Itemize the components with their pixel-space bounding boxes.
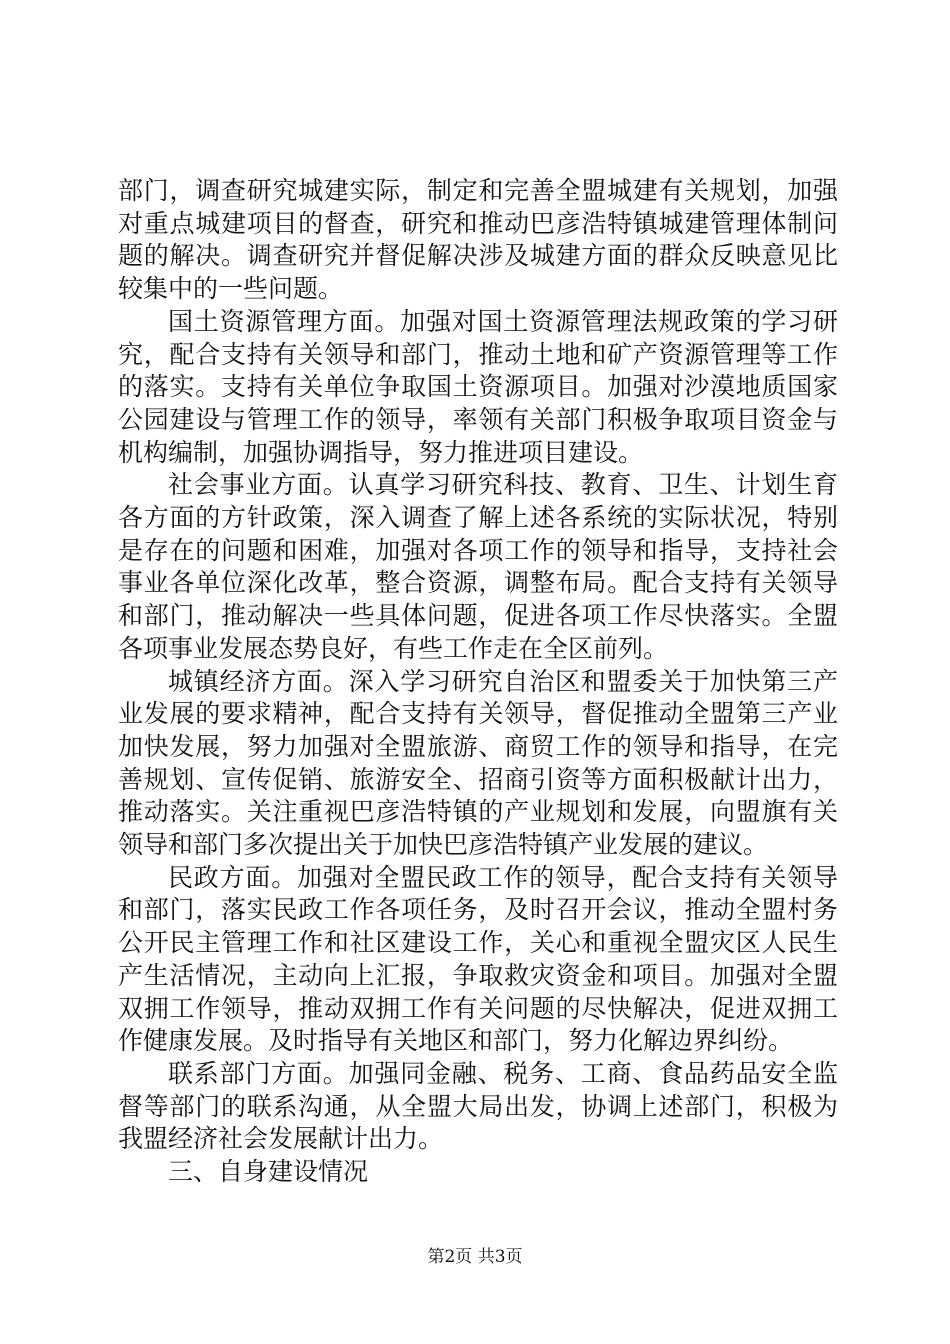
section-heading-self-building: 三、自身建设情况 (168, 1157, 369, 1187)
paragraph-civil-affairs: 民政方面。加强对全盟民政工作的领导，配合支持有关领导和部门，落实民政工作各项任务，及时召开会议，推动全盟村务公开民主管理工作和社区建设工作，关心和重视全盟灾区人民生产生活情况，主动向上汇报，争取救灾资金和项目。加强对全盟双拥工作领导，推动双拥工作有关问题的尽快解决，促进双拥工作健康发展。及时指导有关地区和部门，努力化解边界纠纷。 (118, 862, 838, 1056)
paragraph-continuation: 部门，调查研究城建实际，制定和完善全盟城建有关规划，加强对重点城建项目的督查，研究和推动巴彦浩特镇城建管理体制问题的解决。调查研究并督促解决涉及城建方面的群众反映意见比较集中的一些问题。 (118, 176, 838, 304)
paragraph-town-economy: 城镇经济方面。深入学习研究自治区和盟委关于加快第三产业发展的要求精神，配合支持有关领导，督促推动全盟第三产业加快发展，努力加强对全盟旅游、商贸工作的领导和指导，在完善规划、宣传促销、旅游安全、招商引资等方面积极献计出力，推动落实。关注重视巴彦浩特镇的产业规划和发展，向盟旗有关领导和部门多次提出关于加快巴彦浩特镇产业发展的建议。 (118, 666, 838, 860)
document-body (118, 175, 838, 1189)
page-footer: 第2页 共3页 (427, 1247, 523, 1267)
paragraph-social-affairs: 社会事业方面。认真学习研究科技、教育、卫生、计划生育各方面的方针政策，深入调查了解上述各系统的实际状况，特别是存在的问题和困难，加强对各项工作的领导和指导，支持社会事业各单位深化改革，整合资源，调整布局。配合支持有关领导和部门，推动解决一些具体问题，促进各项工作尽快落实。全盟各项事业发展态势良好，有些工作走在全区前列。 (118, 470, 838, 663)
paragraph-land-resources: 国土资源管理方面。加强对国土资源管理法规政策的学习研究，配合支持有关领导和部门，推动土地和矿产资源管理等工作的落实。支持有关单位争取国土资源项目。加强对沙漠地质国家公园建设与管理工作的领导，率领有关部门积极争取项目资金与机构编制，加强协调指导，努力推进项目建设。 (118, 306, 838, 467)
paragraph-liaison-departments: 联系部门方面。加强同金融、税务、工商、食品药品安全监督等部门的联系沟通，从全盟大局出发，协调上述部门，积极为我盟经济社会发展献计出力。 (118, 1058, 838, 1154)
